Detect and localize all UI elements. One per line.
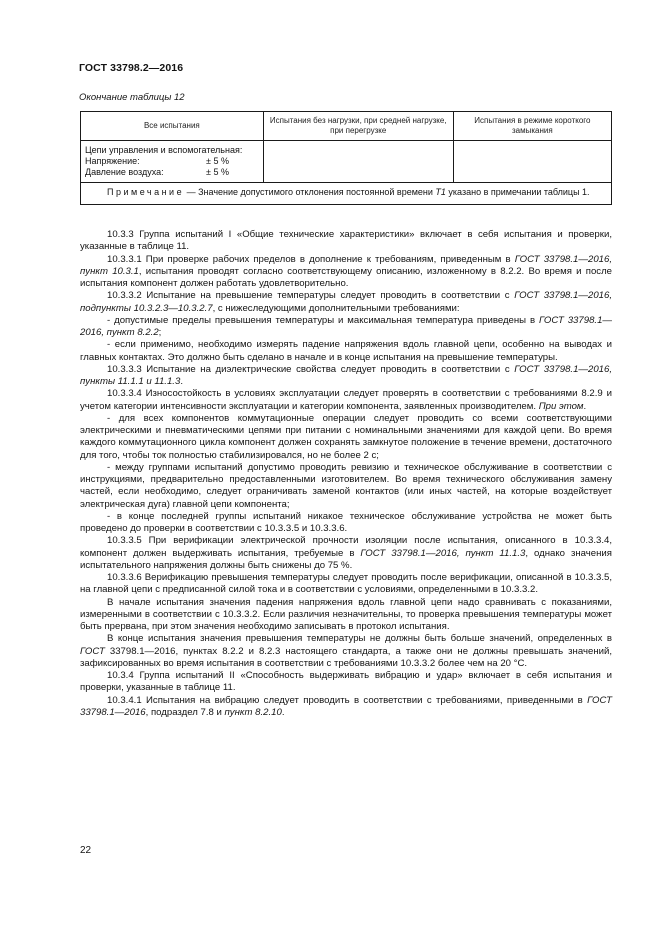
tolerance-table — [80, 111, 612, 205]
row-item-value: ± 5 % — [206, 156, 229, 166]
reference-text: При этом — [538, 400, 584, 412]
paragraph-text: 10.3.3.3 Испытание на диэлектрические свойства следует проводить в соответствии с — [107, 363, 515, 375]
reference-text: ГОСТ 33798.1—2016, подпункты 10.3.2.3—10.3.2.7 — [80, 290, 612, 314]
paragraph — [80, 315, 612, 340]
paragraph — [80, 670, 612, 695]
paragraph-text: . — [281, 706, 285, 718]
column-header-load-tests: Испытания без нагрузки, при средней нагрузке, при перегрузке — [263, 112, 453, 141]
column-header-all-tests: Все испытания — [81, 112, 264, 141]
row-title: Цепи управления и вспомогательная: — [85, 145, 243, 155]
paragraph-text: 10.3.3.1 При проверке рабочих пределов в дополнение к требованиям, приведенным в — [107, 253, 515, 265]
paragraph-text: 10.3.4 Группа испытаний II «Способность выдерживать вибрацию и удар» включает в себя испытания и проверки, указанные в таблице 11. — [80, 670, 612, 694]
table-header-row — [81, 112, 612, 141]
reference-text: ГОСТ — [80, 645, 105, 657]
paragraph — [80, 535, 612, 572]
table-row — [81, 141, 612, 183]
table-caption: Окончание таблицы 12 — [79, 92, 185, 103]
paragraph-text: ; — [158, 327, 162, 338]
document-header: ГОСТ 33798.2—2016 — [79, 62, 184, 74]
paragraph-text: , однако значения испытательного напряжения должны быть снижены до 75 %. — [80, 547, 612, 571]
reference-text: ГОСТ 33798.1—2016, пункт 8.2.2 — [80, 314, 612, 338]
reference-text: пункт 8.2.10 — [224, 706, 282, 718]
paragraph-text: . — [583, 400, 587, 412]
note-label: Примечание — [107, 187, 185, 197]
table-note-row — [81, 183, 612, 205]
paragraph-text: - для всех компонентов коммутационные операции следует проводить со всеми соответствующими электрическими и пневматическими цепями при питании с номинальными значениями для каждой цепи. Во время каждого коммутационного цикла компонент должен сохранять замкнутое положение в течение времени, достаточного для того, чтобы ток полностью стабилизировался, но не более 2 с; — [80, 412, 612, 461]
table-note — [81, 183, 612, 205]
table-cell-load-tests — [263, 141, 453, 183]
note-text-a: Значение допустимого отклонения постоянной времени — [198, 187, 436, 197]
paragraph — [80, 254, 612, 291]
row-item-label: Напряжение: — [85, 156, 140, 166]
paragraph-text: В конце испытания значения превышения температуры не должны быть больше значений, определенных в — [107, 633, 612, 645]
paragraph-text: 33798.1—2016, пунктах 8.2.2 и 8.2.3 настоящего стандарта, а также они не должны превышать значений, зафиксированных во время испытания в соответствии с требованиями 10.3.3.2 более чем на 20 °С. — [80, 645, 612, 669]
row-item-label: Давление воздуха: — [85, 167, 164, 177]
row-item-value: ± 5 % — [206, 167, 229, 177]
row-item-voltage — [85, 156, 259, 167]
reference-text: ГОСТ 33798.1—2016, пункты 11.1.1 и 11.1.3 — [80, 363, 613, 387]
paragraph-text: , с нижеследующими дополнительными требованиями: — [212, 302, 460, 314]
page-number: 22 — [80, 845, 92, 856]
paragraph — [80, 633, 612, 670]
paragraph — [80, 695, 612, 720]
paragraph — [80, 511, 612, 536]
paragraph-text: . — [180, 376, 183, 387]
note-symbol: T1 — [435, 187, 446, 197]
paragraph-text: 10.3.4.1 Испытания на вибрацию следует проводить в соответствии с требованиями, приведенными в — [107, 694, 588, 706]
body-text — [80, 229, 612, 719]
paragraph-text: В начале испытания значения падения напряжения вдоль главной цепи надо сравнивать с показаниями, измеренными в соответствии с 10.3.3.2. Если различия незначительны, то проверка превышения температуры может быть прервана, при этом значения необходимо записывать в протокол испытания. — [80, 596, 612, 632]
paragraph-text: 10.3.3.6 Верификацию превышения температуры следует проводить после верификации, описанной в 10.3.3.5, на главной цепи с предписанной силой тока и в соответствии с условиями, определенными в 10.3.3.2. — [80, 572, 612, 596]
paragraph-text: , испытания проводят согласно соответствующему описанию, изложенному в 8.2.2. Во время и после испытания компонент должен работать удовлетворительно. — [80, 265, 613, 289]
paragraph-text: 10.3.3.5 При верификации электрической прочности изоляции после испытания, описанного в 10.3.3.4, компонент должен выдерживать испытания, требуемые в — [80, 535, 612, 559]
paragraph — [80, 364, 612, 389]
reference-text: ГОСТ 33798.1—2016 — [80, 694, 612, 718]
reference-text: ГОСТ 33798.1—2016, пункт 10.3.1 — [80, 253, 612, 277]
paragraph — [80, 290, 612, 315]
table-cell-short-circuit-tests — [453, 141, 611, 183]
note-text-b: указано в примечании таблицы 1. — [445, 187, 590, 197]
paragraph — [80, 462, 612, 511]
paragraph-text: 10.3.3.4 Износостойкость в условиях эксплуатации следует проверять в соответствии с требованиями 8.2.9 и учетом категории интенсивности эксплуатации и категории компонента, заявленных производителем. — [80, 388, 612, 412]
paragraph-text: , подраздел 7.8 и — [145, 706, 225, 718]
paragraph — [80, 597, 612, 634]
paragraph — [80, 413, 612, 462]
paragraph — [80, 572, 612, 597]
reference-text: ГОСТ 33798.1—2016, пункт 11.1.3 — [360, 547, 526, 559]
table-cell-all-tests — [81, 141, 264, 183]
paragraph — [80, 388, 612, 413]
paragraph-text: - допустимые пределы превышения температуры и максимальная температура приведены в — [107, 314, 539, 326]
paragraph-text: 10.3.3 Группа испытаний I «Общие технические характеристики» включает в себя испытания и проверки, указанные в таблице 11. — [80, 229, 612, 253]
paragraph — [80, 229, 612, 254]
row-item-air-pressure — [85, 167, 259, 178]
paragraph-text: - между группами испытаний допустимо проводить ревизию и техническое обслуживание в соответствии с инструкциями, предварительно предоставленными изготовителем. Во время технического обслуживания замену частей, если необходимо, следует ограничивать заменой контактов (или иных частей, на которые воздействует электрическая дуга) главной цепи компонента; — [80, 461, 612, 510]
paragraph-text: 10.3.3.2 Испытание на превышение температуры следует проводить в соответствии с — [107, 290, 515, 302]
paragraph-text: - если применимо, необходимо измерять падение напряжения вдоль главной цепи, особенно на выводах и главных контактах. Это должно быть сделано в начале и в конце испытания на превышение температуры. — [80, 339, 612, 363]
paragraph-text: - в конце последней группы испытаний никакое техническое обслуживание устройства не может быть проведено до проверки в соответствии с 10.3.3.5 и 10.3.3.6. — [80, 510, 612, 534]
note-dash: — — [184, 187, 199, 197]
column-header-short-circuit-tests: Испытания в режиме короткого замыкания — [453, 112, 611, 141]
paragraph — [80, 339, 612, 364]
